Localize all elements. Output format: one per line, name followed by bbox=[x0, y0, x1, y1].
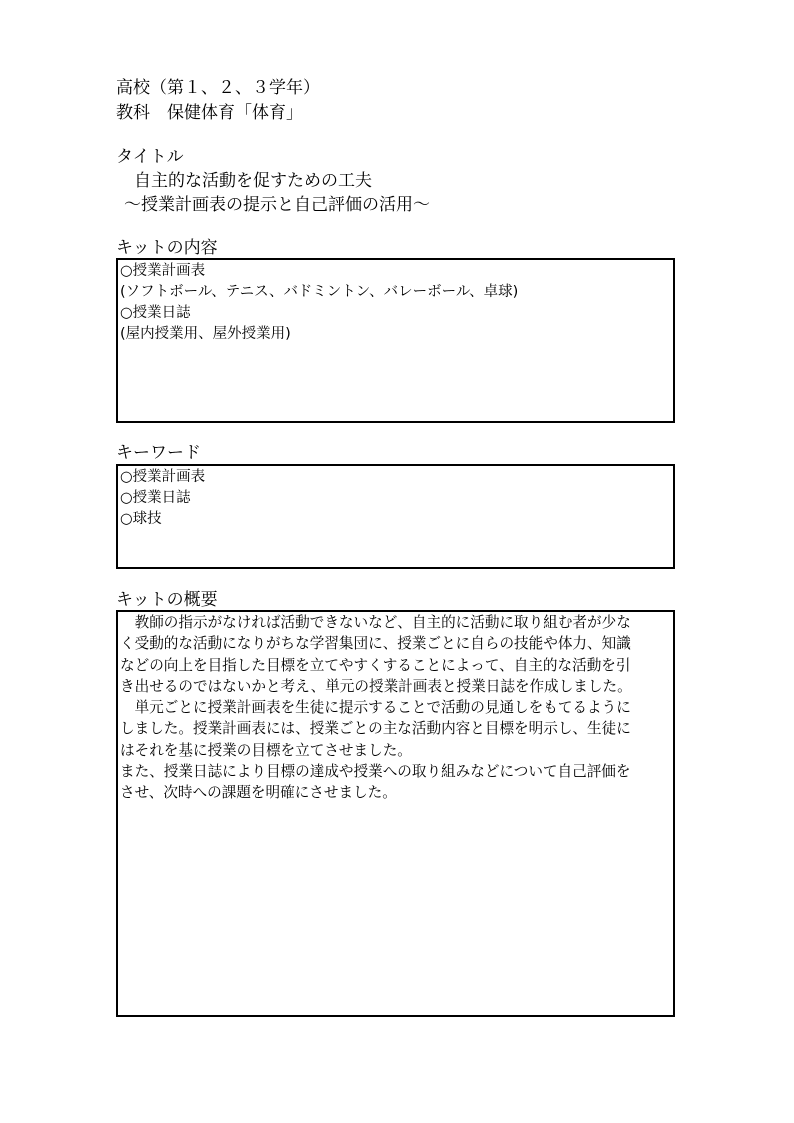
kit-contents-line: (屋内授業用、屋外授業用) bbox=[120, 326, 291, 342]
keywords-box bbox=[116, 464, 675, 569]
subtitle: ～授業計画表の提示と自己評価の活用～ bbox=[124, 195, 430, 215]
keyword-item: ○球技 bbox=[120, 511, 162, 527]
summary-line: などの向上を目指した目標を立てやすくすることによって、自主的な活動を引 bbox=[120, 657, 631, 674]
summary-label: キットの概要 bbox=[116, 590, 218, 610]
summary-line: はそれを基に授業の目標を立てさせました。 bbox=[120, 742, 412, 759]
summary-box bbox=[116, 610, 675, 1017]
kit-contents-box bbox=[116, 258, 675, 423]
summary-line: 単元ごとに授業計画表を生徒に提示することで活動の見通しをもてるように bbox=[120, 699, 631, 716]
summary-line: 教師の指示がなければ活動できないなど、自主的に活動に取り組む者が少な bbox=[120, 614, 631, 631]
summary-line: また、授業日誌により目標の達成や授業への取り組みなどについて自己評価を bbox=[120, 763, 631, 780]
keyword-item: ○授業日誌 bbox=[120, 490, 191, 506]
summary-line: しました。授業計画表には、授業ごとの主な活動内容と目標を明示し、生徒に bbox=[120, 720, 631, 737]
keywords-label: キーワード bbox=[116, 443, 201, 463]
subject-heading: 教科 保健体育「体育」 bbox=[116, 103, 303, 123]
main-title: 自主的な活動を促すための工夫 bbox=[134, 171, 372, 191]
kit-contents-line: ○授業日誌 bbox=[120, 305, 191, 321]
summary-line: き出せるのではないかと考え、単元の授業計画表と授業日誌を作成しました。 bbox=[120, 678, 632, 695]
summary-line: させ、次時への課題を明確にさせました。 bbox=[120, 784, 397, 801]
summary-line: く受動的な活動になりがちな学習集団に、授業ごとに自らの技能や体力、知識 bbox=[120, 635, 631, 652]
keyword-item: ○授業計画表 bbox=[120, 469, 206, 485]
school-grade-heading: 高校（第１、２、３学年） bbox=[116, 78, 320, 98]
title-section-label: タイトル bbox=[116, 147, 184, 167]
kit-contents-line: ○授業計画表 bbox=[120, 263, 206, 279]
kit-contents-label: キットの内容 bbox=[116, 238, 218, 258]
kit-contents-line: (ソフトボール、テニス、バドミントン、バレーボール、卓球) bbox=[120, 284, 519, 300]
